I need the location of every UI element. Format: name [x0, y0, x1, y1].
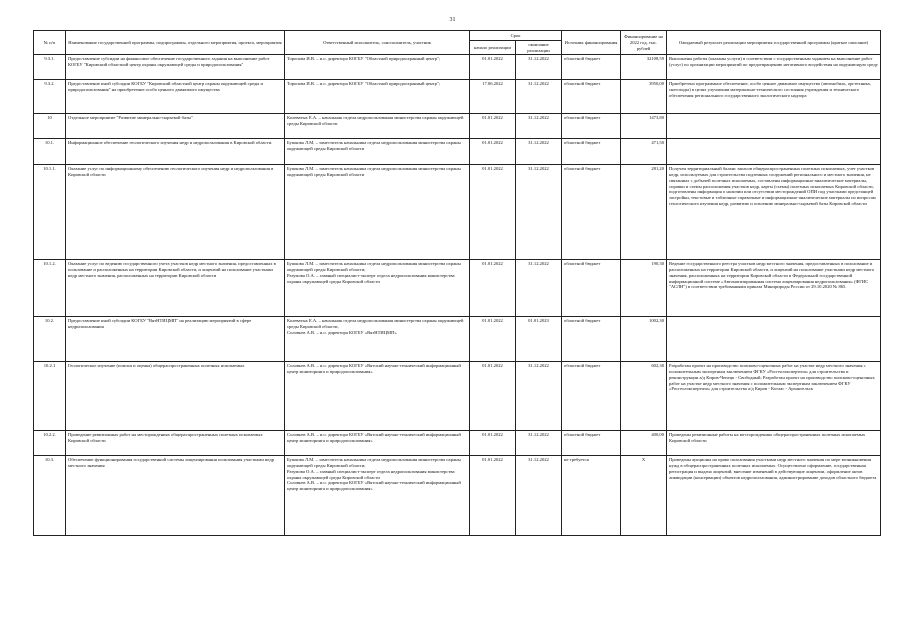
table-body: [34, 55, 881, 536]
row-funding-cell: 281,20: [621, 165, 667, 260]
row-number-cell: 9.3.2.: [34, 80, 66, 114]
row-start-cell: 01.01.2022: [470, 55, 516, 80]
row-name-cell: Предоставление субсидии на финансовое обеспечение государственного задания на выполнение работ КОГБУ "Кировский областной центр охраны окружающей среды и природопользования": [66, 55, 285, 80]
table-row: [34, 55, 881, 80]
row-number-cell: 10: [34, 114, 66, 139]
row-result-cell: Проведены ревизионные работы на месторождениях общераспространенных полезных ископаемых Кировской области: [667, 431, 881, 456]
row-result-cell: [667, 317, 881, 362]
row-funding-cell: Х: [621, 456, 667, 536]
header-end: окончание реализации: [516, 41, 562, 55]
row-source-cell: областной бюджет: [562, 260, 621, 317]
header-executor: Ответственный исполнитель, соисполнитель, участник: [285, 31, 470, 55]
table-row: [34, 260, 881, 317]
executor-line: Торопова И.В. – и.о. директора КОГБУ "Областной природоохранный центр";: [287, 56, 441, 62]
row-number-cell: 10.1.2.: [34, 260, 66, 317]
row-executor-cell: [285, 114, 470, 139]
header-num: № п/п: [34, 31, 66, 55]
table-row: [34, 80, 881, 114]
row-number-cell: 9.3.1.: [34, 55, 66, 80]
executor-line: Бушкова Л.М. – заместитель начальника отдела недропользования министерства охраны окружающей среды Кировской области;: [287, 457, 461, 469]
row-funding-cell: 32108,59: [621, 55, 667, 80]
row-source-cell: областной бюджет: [562, 139, 621, 165]
header-result: Ожидаемый результат реализации мероприятия государственной программы (краткое описание): [667, 31, 881, 55]
row-result-cell: Проведены аукционы на право пользования участками недр местного значения по мере возникновения нужд в общераспространенных полезных ископаемых. Осуществлено оформление, государственная регистрация и выдача лицензий, внесение изменений в действующие лицензии, оформление актов ликвидации (консервации) объектов недропользования, администрирование доходов областного бюджета: [667, 456, 881, 536]
table-row: [34, 431, 881, 456]
row-source-cell: областной бюджет: [562, 317, 621, 362]
row-source-cell: не требуется: [562, 456, 621, 536]
row-name-cell: Оказание услуг по информационному обеспечению геологического изучения недр и недропользования в Кировской области: [66, 165, 285, 260]
row-end-cell: 31.12.2022: [516, 55, 562, 80]
executor-line: Разумова О.А. – главный специалист-эксперт отдела недропользования министерства охраны окружающей среды Кировской области: [287, 468, 455, 480]
row-funding-cell: 3950,00: [621, 80, 667, 114]
row-number-cell: 10.1.: [34, 139, 66, 165]
table-row: [34, 456, 881, 536]
row-start-cell: 01.01.2022: [470, 431, 516, 456]
row-name-cell: Проведение ревизионных работ на месторождениях общераспространенных полезных ископаемых Кировской области: [66, 431, 285, 456]
row-funding-cell: 190,30: [621, 260, 667, 317]
program-table: [33, 30, 881, 536]
row-funding-cell: 1473,80: [621, 114, 667, 139]
row-end-cell: 31.12.2022: [516, 260, 562, 317]
row-start-cell: 01.01.2022: [470, 139, 516, 165]
row-result-cell: Приобретено программное обеспечение, особо ценное движимое имущество (автомобиль, оргтехника, снегоходы) в целях улучшения материально-технического состояния учреждения и технического обеспечения регионального государственного экологического надзора: [667, 80, 881, 114]
row-result-cell: [667, 139, 881, 165]
row-executor-cell: [285, 317, 470, 362]
row-start-cell: 01.01.2022: [470, 260, 516, 317]
row-source-cell: областной бюджет: [562, 114, 621, 139]
row-start-cell: 01.01.2022: [470, 317, 516, 362]
row-number-cell: 10.3.: [34, 456, 66, 536]
row-number-cell: 10.2.: [34, 317, 66, 362]
header-name: Наименование государственной программы, подпрограммы, отдельного мероприятия, проекта, мероприятия: [66, 31, 285, 55]
row-end-cell: 31.12.2022: [516, 139, 562, 165]
row-source-cell: областной бюджет: [562, 362, 621, 431]
row-name-cell: Геологическое изучение (поиски и оценка) общераспространенных полезных ископаемых: [66, 362, 285, 431]
row-name-cell: Информационное обеспечение геологического изучения недр и недропользования в Кировской области.: [66, 139, 285, 165]
row-executor-cell: [285, 431, 470, 456]
executor-line: Соловьев А.В. – и.о. директора КОГБУ «Вятский научно-технический информационный центр мониторинга и природопользования»: [287, 363, 461, 375]
row-executor-cell: [285, 55, 470, 80]
row-result-cell: Ведение государственного реестра участков недр местного значения, предоставленных в пользование и расположенных на территории Кировской области, и лицензий на пользование участками недр местного значения, расположенных на территории Кировской области в Федеральной государственной информационной системе «Автоматизированная система лицензирования недропользования» (ФГИС "АСЛН") в соответствии требованиями приказа Минприроды России от 29.10.2020 № 865.: [667, 260, 881, 317]
row-name-cell: Обеспечение функционирования государственной системы лицензирования пользования участками недр местного значения: [66, 456, 285, 536]
row-result-cell: Получен территориальный баланс запасов общераспространенных полезных ископаемых, учет участков недр, используемых для строительства подземных сооружений регионального и местного значения, не связанных с добычей полезных ископаемых, составлены информационно-аналитические материалы, справки и схемы расположения участков недр, карты (схемы) полезных ископаемых Кировской области, подготовлены информация о наличии или отсутствии месторождений ОПИ под участками предстоящей застройки, текстовые и табличные справочные и информационно-аналитические материалы по вопросам геологического изучения недр, развитию и освоению минерально-сырьевой базы Кировской области: [667, 165, 881, 260]
row-executor-cell: [285, 139, 470, 165]
executor-line: Разумова О.А. – главный специалист-эксперт отдела недропользования министерства охраны окружающей среды Кировской области: [287, 272, 455, 284]
row-executor-cell: [285, 456, 470, 536]
row-name-cell: Предоставление иной субсидии КОГБУ "ВятНТИЦМП" на реализацию мероприятий в сфере недропользования: [66, 317, 285, 362]
row-result-cell: Разработан проект на производство поисково-оценочных работ на участке недр местного значения с положительным экспертным заключением ФГКУ «Росгеолэкспертиза» для строительства и реконструкции а/д Киров-Чепецк - Свободный; Разработан проект на производство поисково-оценочных работ на участке недр местного значения с положительным экспертным заключением ФГКУ «Росгеолэкспертиза» для строительства а/д Киров - Котлас - Архангельск: [667, 362, 881, 431]
header-source: Источник финансирования: [562, 31, 621, 55]
row-funding-cell: 602,30: [621, 362, 667, 431]
row-executor-cell: [285, 80, 470, 114]
row-end-cell: 31.12.2022: [516, 114, 562, 139]
executor-line: Торопова И.В. – и.о. директора КОГБУ "Областной природоохранный центр";: [287, 81, 441, 87]
row-start-cell: 01.01.2022: [470, 362, 516, 431]
row-funding-cell: 400,00: [621, 431, 667, 456]
table-row: [34, 317, 881, 362]
executor-line: Соловьев А.В. – и.о. директора КОГБУ «Вятский научно-технический информационный центр мониторинга и природопользования»: [287, 432, 461, 444]
executor-line: Колеватых Е.А. – начальник отдела недропользования министерства охраны окружающей среды Кировской области,: [287, 318, 464, 330]
row-result-cell: Выполнены работы (оказаны услуги) в соответствии с государственным заданием на выполнение работ (услуг) по организации мероприятий по предотвращению негативного воздействия на окружающую среду: [667, 55, 881, 80]
row-end-cell: 31.12.2022: [516, 362, 562, 431]
row-end-cell: 31.12.2022: [516, 80, 562, 114]
executor-line: Бушкова Л.М. – заместитель начальника отдела недропользования министерства охраны окружающей среды Кировской области: [287, 140, 461, 152]
row-start-cell: 01.01.2022: [470, 114, 516, 139]
row-funding-cell: 1002,30: [621, 317, 667, 362]
executor-line: Бушкова Л.М. – заместитель начальника отдела недропользования министерства охраны окружающей среды Кировской области;: [287, 261, 461, 273]
page-number: 31: [449, 17, 456, 23]
row-source-cell: областной бюджет: [562, 165, 621, 260]
table-row: [34, 139, 881, 165]
row-end-cell: 31.12.2022: [516, 165, 562, 260]
header-term: Срок: [470, 31, 562, 41]
row-funding-cell: 471,50: [621, 139, 667, 165]
row-name-cell: Отдельное мероприятие "Развитие минерально-сырьевой базы": [66, 114, 285, 139]
header-start: начало реализации: [470, 41, 516, 55]
executor-line: Соловьев А.В. – и.о. директора КОГБУ «ВятНТИЦМП»: [287, 329, 397, 335]
row-executor-cell: [285, 165, 470, 260]
row-name-cell: Оказание услуг по ведению государственного учета участков недр местного значения, предоставленных в пользование и расположенных на территории Кировской области, и лицензий на пользование участками недр местного значения, расположенных на территории Кировской области: [66, 260, 285, 317]
row-result-cell: [667, 114, 881, 139]
executor-line: Колеватых Е.А. – начальник отдела недропользования министерства охраны окружающей среды Кировской области: [287, 115, 464, 127]
table-row: [34, 165, 881, 260]
table-row: [34, 114, 881, 139]
row-number-cell: 10.2.1: [34, 362, 66, 431]
row-executor-cell: [285, 362, 470, 431]
row-end-cell: 31.12.2022: [516, 431, 562, 456]
row-name-cell: Предоставление иной субсидии КОГБУ "Кировский областной центр охраны окружающей среды и природопользования" на приобретение особо ценного движимого имущества: [66, 80, 285, 114]
row-source-cell: областной бюджет: [562, 55, 621, 80]
header-funding: Финансирование на 2022 год, тыс. рублей: [621, 31, 667, 55]
row-number-cell: 10.1.1.: [34, 165, 66, 260]
executor-line: Бушкова Л.М. – заместитель начальника отдела недропользования министерства охраны окружающей среды Кировской области: [287, 166, 461, 178]
executor-line: Соловьев А.В. – и.о. директора КОГБУ «Вятский научно-технический информационный центр мониторинга и природопользования»: [287, 480, 461, 491]
row-end-cell: 01.01.2023: [516, 317, 562, 362]
row-end-cell: 31.12.2022: [516, 456, 562, 536]
row-source-cell: областной бюджет: [562, 80, 621, 114]
row-start-cell: 01.01.2022: [470, 456, 516, 536]
row-executor-cell: [285, 260, 470, 317]
row-start-cell: 01.01.2022: [470, 165, 516, 260]
row-start-cell: 17.06.2022: [470, 80, 516, 114]
row-number-cell: 10.2.2.: [34, 431, 66, 456]
table-row: [34, 362, 881, 431]
row-source-cell: областной бюджет: [562, 431, 621, 456]
